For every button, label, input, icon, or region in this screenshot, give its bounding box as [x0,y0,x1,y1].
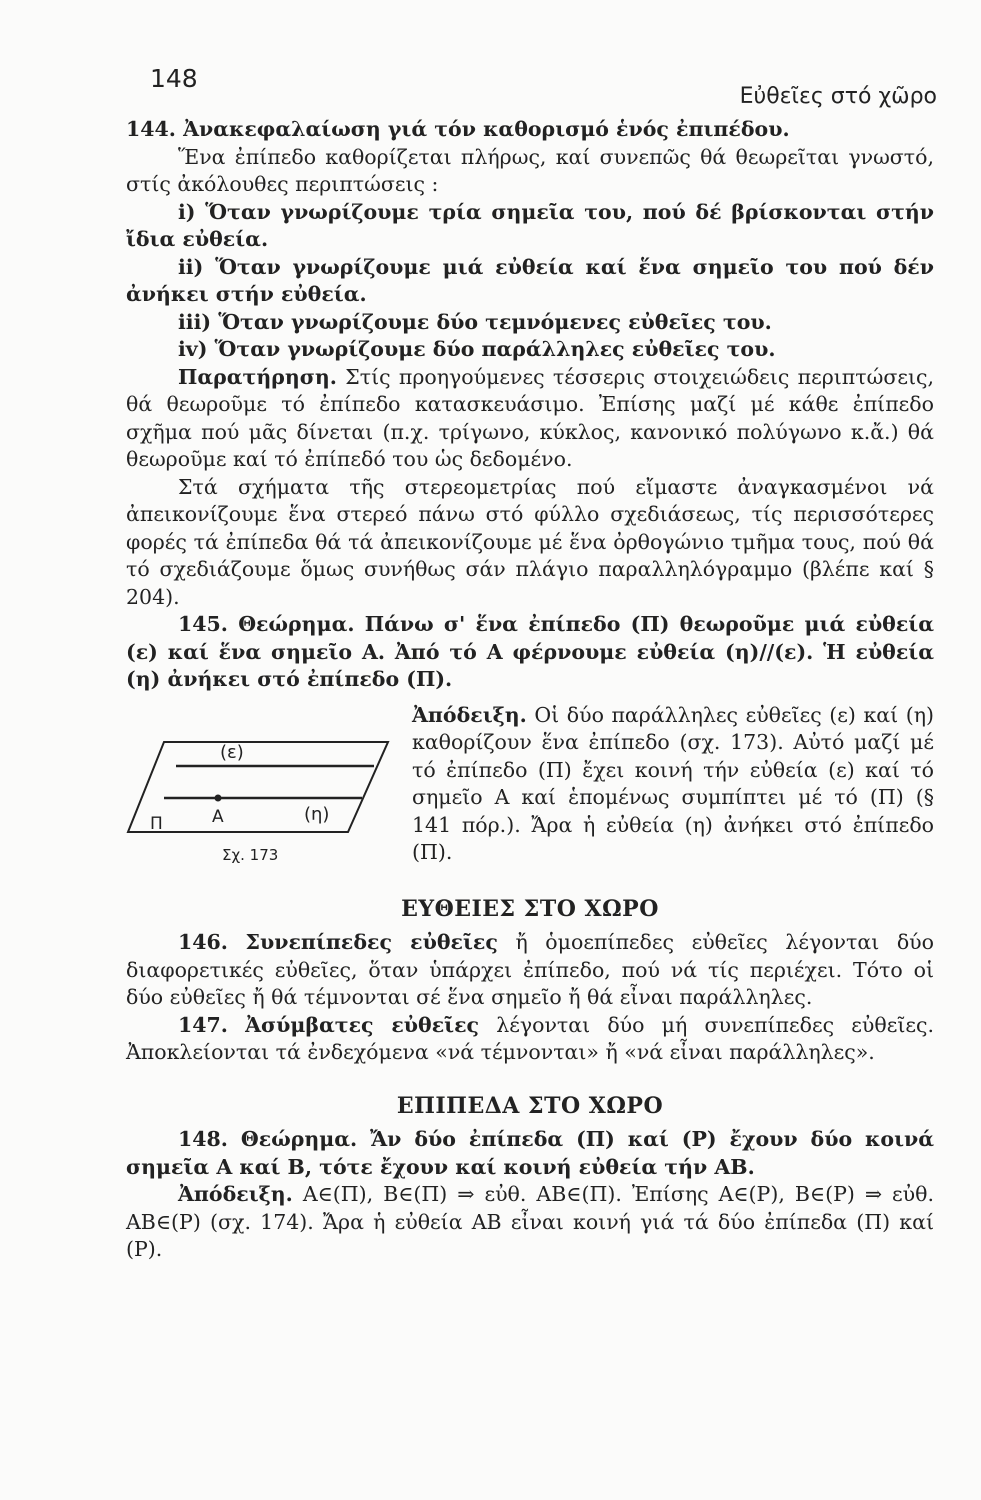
remark-label: Παρατήρηση. [178,364,337,389]
section-148-theorem [126,1126,934,1181]
proof-text: Οἱ δύο παράλληλες εὐθεῖες (ε) καί (η) καθορίζουν ἕνα ἐπίπεδο (σχ. 173). Αὐτό μαζί μέ τό ἐπίπεδο (Π) ἔχει κοινή τήν εὐθεία (ε) καί τό σημεῖο Α καί ἑπομένως συμπίπτει μέ τό (Π) (§ 141 πόρ.). Ἄρα ἡ εὐθεία (η) ἀνήκει στό ἐπίπεδο (Π). [412,702,934,864]
point-A [215,794,222,801]
section-number: 144. [126,117,176,141]
proof-paragraph [412,702,934,867]
section-144-intro: Ἕνα ἐπίπεδο καθορίζεται πλήρως, καί συνεπῶς θά θεωρεῖται γνωστό, στίς ἀκόλουθες περιπτώσεις : [126,144,934,196]
page-body [126,116,934,1264]
proof-label: Ἀπόδειξη. [178,1182,293,1206]
remark-text: Στίς προηγούμενες τέσσερις στοιχειώδεις περιπτώσεις, θά θεωροῦμε τό ἐπίπεδο κατασκευάσιμο. Ἐπίσης μαζί μέ κάθε ἐπίπεδο σχῆμα πού μᾶς δίνεται (π.χ. τρίγωνο, κύκλος, κανονικό πολύγωνο κ.ἄ.) θά θεωροῦμε καί τό ἐπίπεδό του ὡς δεδομένο. [126,364,934,471]
section-heading-lines: ΕΥΘΕΙΕΣ ΣΤΟ ΧΩΡΟ [401,895,659,922]
theorem-label: Θεώρημα. [240,1127,358,1151]
section-number: 147. [178,1012,228,1037]
section-number: 145. [178,612,228,636]
proof-148 [126,1181,934,1264]
theorem-statement: Πάνω σ' ἕνα ἐπίπεδο (Π) θεωροῦμε μιά εὐθεία (ε) καί ἕνα σημεῖο Α. Ἀπό τό Α φέρνουμε εὐθεία (η)//(ε). Ἡ εὐθεία (η) ἀνήκει στό ἐπίπεδο (Π). [126,612,935,691]
case-item-2: ii) Ὅταν γνωρίζουμε μιά εὐθεία καί ἕνα σημεῖο του πού δέν ἀνήκει στήν εὐθεία. [126,254,934,306]
figure-173 [126,702,394,870]
section-144-heading [126,116,934,144]
case-item-4: iv) Ὅταν γνωρίζουμε δύο παράλληλες εὐθεῖες του. [178,337,776,361]
section-145-theorem [126,611,934,694]
term-skew: Ἀσύμβατες εὐθεῖες [245,1012,480,1037]
case-item-3: iii) Ὅταν γνωρίζουμε δύο τεμνόμενες εὐθεῖες του. [178,309,772,334]
page-number: 148 [150,64,198,93]
section-146 [126,929,934,1012]
theorem-label: Θεώρημα. [238,612,355,636]
term-coplanar: Συνεπίπεδες εὐθεῖες [245,930,498,954]
section-number: 148. [178,1127,228,1151]
figure-173-drawing [126,702,394,842]
remark-paragraph [126,364,934,474]
label-A: Α [212,806,224,827]
running-title: Εὐθεῖες στό χῶρο [739,84,937,109]
section-147 [126,1012,934,1067]
case-item-1: i) Ὅταν γνωρίζουμε τρία σημεῖα του, πού δέ βρίσκονται στήν ἴδια εὐθεία. [126,199,934,251]
section-heading-planes: ΕΠΙΠΕΔΑ ΣΤΟ ΧΩΡΟ [396,1092,664,1119]
label-e: (ε) [220,741,244,763]
definition-text: λέγονται δύο μή συνεπίπεδες εὐθεῖες. Ἀποκλείονται τά ἐνδεχόμενα «νά τέμνονται» ἤ «νά εἶναι παράλληλες». [126,1012,934,1064]
plane-parallelogram [128,742,388,832]
figure-proof-row [126,702,934,870]
proof-145 [412,702,934,870]
label-P: Π [150,813,163,834]
definition-text: ἤ ὁμοεπίπεδες εὐθεῖες λέγονται δύο διαφορετικές εὐθεῖες, ὅταν ὑπάρχει ἐπίπεδο, πού νά τίς περιέχει. Τότο οἱ δύο εὐθεῖες ἤ θά τέμνονται σέ ἕνα σημεῖο ἤ θά εἶναι παράλληλες. [126,930,934,1009]
section-title: Ἀνακεφαλαίωση γιά τόν καθορισμό ἑνός ἐπιπέδου. [183,117,790,141]
section-number: 146. [178,930,228,954]
proof-label: Ἀπόδειξη. [412,702,527,727]
label-eta: (η) [304,803,330,825]
figure-caption: Σχ. 173 [222,845,279,864]
remark-paragraph-2: Στά σχήματα τῆς στερεομετρίας πού εἴμαστε ἀναγκασμένοι νά ἀπεικονίζουμε ἕνα στερεό πάνω στό φύλλο σχεδιάσεως, τίς περισσότερες φορές τά ἐπίπεδα θά τά ἀπεικονίζουμε μέ ἕνα ὀρθογώνιο τμῆμα τους, πού θά τό σχεδιάζουμε ὅμως συνήθως σάν πλάγιο παραλληλόγραμμο (βλέπε καί § 204). [126,474,934,609]
theorem-statement: Ἄν δύο ἐπίπεδα (Π) καί (Ρ) ἔχουν δύο κοινά σημεῖα Α καί Β, τότε ἔχουν καί κοινή εὐθεία τήν ΑΒ. [126,1127,935,1179]
proof-text: Α∈(Π), Β∈(Π) ⇒ εὐθ. ΑΒ∈(Π). Ἐπίσης Α∈(Ρ), Β∈(Ρ) ⇒ εὐθ. ΑΒ∈(Ρ) (σχ. 174). Ἄρα ἡ εὐθεία ΑΒ εἶναι κοινή γιά τά δύο ἐπίπεδα (Π) καί (Ρ). [126,1182,934,1261]
